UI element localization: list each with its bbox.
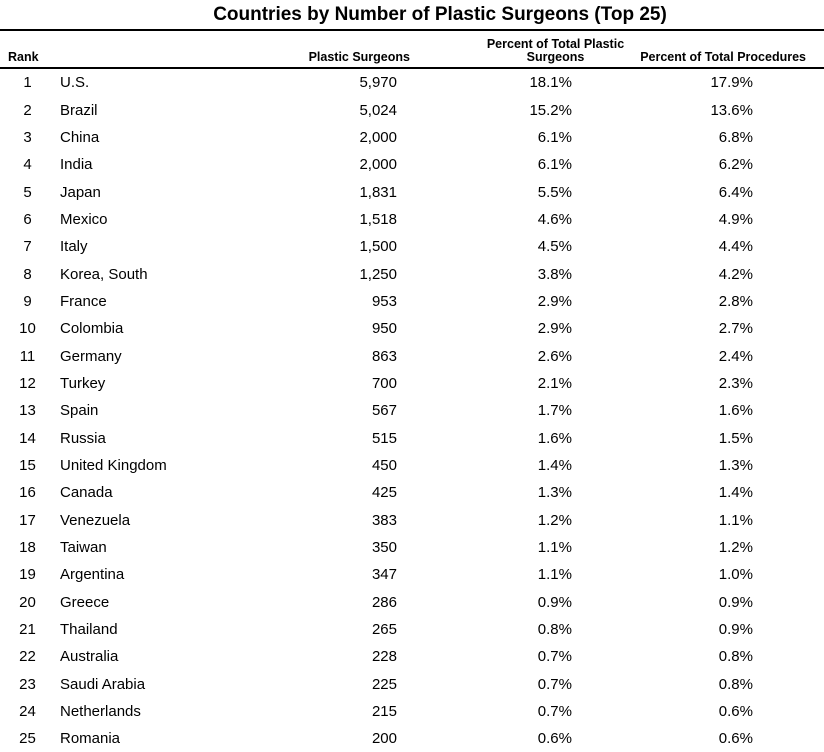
- surgeons-cell: 863: [371, 347, 397, 365]
- pct-surgeons-cell: 0.7%: [537, 703, 572, 721]
- pct-surgeons-cell: 2.9%: [537, 292, 572, 310]
- pct-procedures-cell: 1.4%: [718, 484, 753, 502]
- surgeons-cell: 1,518: [359, 210, 397, 228]
- pct-surgeons-cell: 0.6%: [537, 730, 572, 748]
- rank-cell: 16: [19, 484, 36, 502]
- country-cell: Romania: [60, 730, 121, 748]
- surgeons-cell: 5,024: [359, 101, 397, 119]
- pct-surgeons-cell: 1.2%: [537, 511, 572, 529]
- col-header-pct-surgeons-line2: Surgeons: [526, 50, 585, 64]
- table-row: [0, 507, 824, 534]
- rank-cell: 17: [19, 511, 36, 529]
- rank-cell: 20: [19, 593, 36, 611]
- col-header-pct-total-procedures: Percent of Total Procedures: [640, 50, 806, 64]
- pct-surgeons-cell: 2.6%: [537, 347, 572, 365]
- table-row: [0, 233, 824, 260]
- pct-surgeons-cell: 2.1%: [537, 374, 572, 392]
- surgeons-cell: 1,250: [359, 265, 397, 283]
- pct-procedures-cell: 0.8%: [718, 675, 753, 693]
- surgeons-cell: 228: [371, 648, 397, 666]
- pct-procedures-cell: 4.2%: [718, 265, 753, 283]
- country-cell: Saudi Arabia: [60, 675, 146, 693]
- pct-procedures-cell: 1.1%: [718, 511, 753, 529]
- surgeons-cell: 567: [371, 402, 397, 420]
- surgeons-cell: 265: [371, 621, 397, 639]
- surgeons-cell: 383: [371, 511, 397, 529]
- table-row: [0, 643, 824, 670]
- rank-cell: 23: [19, 675, 36, 693]
- surgeons-cell: 5,970: [359, 74, 397, 92]
- title-bar: [0, 0, 824, 31]
- country-cell: Colombia: [60, 320, 124, 338]
- pct-procedures-cell: 13.6%: [710, 101, 753, 119]
- surgeons-table: [0, 31, 824, 752]
- table-row: [0, 151, 824, 178]
- pct-procedures-cell: 2.4%: [718, 347, 753, 365]
- col-header-plastic-surgeons: Plastic Surgeons: [308, 50, 410, 64]
- country-cell: Canada: [60, 484, 113, 502]
- rank-cell: 18: [19, 539, 36, 557]
- col-header-rank: Rank: [8, 50, 39, 64]
- pct-procedures-cell: 2.8%: [718, 292, 753, 310]
- pct-surgeons-cell: 1.3%: [537, 484, 572, 502]
- table-row: [0, 561, 824, 588]
- surgeons-cell: 950: [371, 320, 397, 338]
- surgeons-cell: 515: [371, 429, 397, 447]
- rank-cell: 7: [23, 238, 32, 256]
- pct-surgeons-cell: 3.8%: [537, 265, 572, 283]
- country-cell: Thailand: [60, 621, 118, 639]
- table-row: [0, 424, 824, 451]
- pct-procedures-cell: 4.4%: [718, 238, 753, 256]
- pct-procedures-cell: 1.0%: [718, 566, 753, 584]
- table-row: [0, 589, 824, 616]
- pct-surgeons-cell: 5.5%: [537, 183, 572, 201]
- pct-surgeons-cell: 6.1%: [537, 156, 572, 174]
- pct-procedures-cell: 1.5%: [718, 429, 753, 447]
- table-row: [0, 452, 824, 479]
- pct-surgeons-cell: 1.1%: [537, 539, 572, 557]
- country-cell: Taiwan: [60, 539, 107, 557]
- pct-surgeons-cell: 6.1%: [537, 128, 572, 146]
- country-cell: Netherlands: [60, 703, 141, 721]
- pct-procedures-cell: 0.9%: [718, 621, 753, 639]
- table-row: [0, 288, 824, 315]
- table-row: [0, 206, 824, 233]
- country-cell: Korea, South: [60, 265, 148, 283]
- surgeons-cell: 450: [371, 456, 397, 474]
- table-header: [0, 31, 824, 68]
- rank-cell: 14: [19, 429, 36, 447]
- rank-cell: 3: [23, 128, 32, 146]
- header-row: [0, 31, 824, 68]
- pct-procedures-cell: 1.3%: [718, 456, 753, 474]
- pct-surgeons-cell: 1.6%: [537, 429, 572, 447]
- pct-procedures-cell: 17.9%: [710, 74, 753, 92]
- table-body: [0, 68, 824, 752]
- table-row: [0, 698, 824, 725]
- pct-procedures-cell: 2.7%: [718, 320, 753, 338]
- surgeons-cell: 286: [371, 593, 397, 611]
- rank-cell: 22: [19, 648, 36, 666]
- pct-surgeons-cell: 4.5%: [537, 238, 572, 256]
- rank-cell: 4: [23, 156, 32, 174]
- pct-surgeons-cell: 0.8%: [537, 621, 572, 639]
- country-cell: Germany: [60, 347, 122, 365]
- country-cell: Argentina: [60, 566, 125, 584]
- country-cell: Turkey: [60, 374, 106, 392]
- rank-cell: 21: [19, 621, 36, 639]
- table-row: [0, 370, 824, 397]
- pct-procedures-cell: 1.6%: [718, 402, 753, 420]
- rank-cell: 6: [23, 210, 32, 228]
- surgeons-cell: 215: [371, 703, 397, 721]
- pct-surgeons-cell: 1.7%: [537, 402, 572, 420]
- country-cell: India: [60, 156, 93, 174]
- col-header-pct-surgeons-line1: Percent of Total Plastic: [486, 37, 625, 51]
- table-row: [0, 534, 824, 561]
- rank-cell: 8: [23, 265, 32, 283]
- rank-cell: 10: [19, 320, 36, 338]
- surgeons-cell: 953: [371, 292, 397, 310]
- pct-procedures-cell: 0.9%: [718, 593, 753, 611]
- country-cell: Italy: [60, 238, 88, 256]
- pct-procedures-cell: 1.2%: [718, 539, 753, 557]
- surgeons-cell: 200: [371, 730, 397, 748]
- pct-procedures-cell: 6.8%: [718, 128, 753, 146]
- pct-surgeons-cell: 1.1%: [537, 566, 572, 584]
- surgeons-cell: 1,831: [359, 183, 397, 201]
- pct-procedures-cell: 0.6%: [718, 730, 753, 748]
- surgeons-cell: 347: [371, 566, 397, 584]
- pct-surgeons-cell: 15.2%: [529, 101, 572, 119]
- table-row: [0, 479, 824, 506]
- table-row: [0, 616, 824, 643]
- rank-cell: 25: [19, 730, 36, 748]
- country-cell: China: [60, 128, 100, 146]
- col-header-country: [55, 31, 300, 68]
- pct-procedures-cell: 6.4%: [718, 183, 753, 201]
- pct-procedures-cell: 6.2%: [718, 156, 753, 174]
- surgeons-cell: 225: [371, 675, 397, 693]
- pct-procedures-cell: 0.6%: [718, 703, 753, 721]
- rank-cell: 2: [23, 101, 32, 119]
- country-cell: Russia: [60, 429, 106, 447]
- table-row: [0, 178, 824, 205]
- pct-surgeons-cell: 0.7%: [537, 648, 572, 666]
- country-cell: Mexico: [60, 210, 108, 228]
- surgeons-cell: 425: [371, 484, 397, 502]
- country-cell: Brazil: [60, 101, 98, 119]
- rank-cell: 1: [23, 74, 32, 92]
- surgeons-cell: 2,000: [359, 156, 397, 174]
- surgeons-cell: 2,000: [359, 128, 397, 146]
- rank-cell: 5: [23, 183, 32, 201]
- table-row: [0, 68, 824, 96]
- pct-surgeons-cell: 1.4%: [537, 456, 572, 474]
- pct-procedures-cell: 4.9%: [718, 210, 753, 228]
- table-row: [0, 315, 824, 342]
- surgeons-cell: 700: [371, 374, 397, 392]
- table-row: [0, 342, 824, 369]
- surgeons-cell: 1,500: [359, 238, 397, 256]
- col-header-pct-total-plastic-surgeons: [412, 31, 625, 68]
- country-cell: France: [60, 292, 107, 310]
- pct-surgeons-cell: 18.1%: [529, 74, 572, 92]
- rank-cell: 12: [19, 374, 36, 392]
- country-cell: Spain: [60, 402, 99, 420]
- country-cell: Venezuela: [60, 511, 131, 529]
- rank-cell: 13: [19, 402, 36, 420]
- table-row: [0, 124, 824, 151]
- pct-surgeons-cell: 4.6%: [537, 210, 572, 228]
- country-cell: Greece: [60, 593, 110, 611]
- pct-surgeons-cell: 0.7%: [537, 675, 572, 693]
- country-cell: United Kingdom: [60, 456, 167, 474]
- country-cell: U.S.: [60, 74, 90, 92]
- rank-cell: 9: [23, 292, 32, 310]
- rank-cell: 24: [19, 703, 36, 721]
- rank-cell: 15: [19, 456, 36, 474]
- page-title: Countries by Number of Plastic Surgeons (Top 25): [213, 4, 667, 25]
- surgeons-cell: 350: [371, 539, 397, 557]
- rank-cell: 19: [19, 566, 36, 584]
- country-cell: Japan: [60, 183, 101, 201]
- pct-surgeons-cell: 0.9%: [537, 593, 572, 611]
- pct-surgeons-cell: 2.9%: [537, 320, 572, 338]
- table-row: [0, 725, 824, 752]
- table-row: [0, 260, 824, 287]
- pct-procedures-cell: 2.3%: [718, 374, 753, 392]
- pct-procedures-cell: 0.8%: [718, 648, 753, 666]
- country-cell: Australia: [60, 648, 119, 666]
- table-row: [0, 96, 824, 123]
- table-row: [0, 397, 824, 424]
- table-row: [0, 671, 824, 698]
- rank-cell: 11: [19, 347, 36, 365]
